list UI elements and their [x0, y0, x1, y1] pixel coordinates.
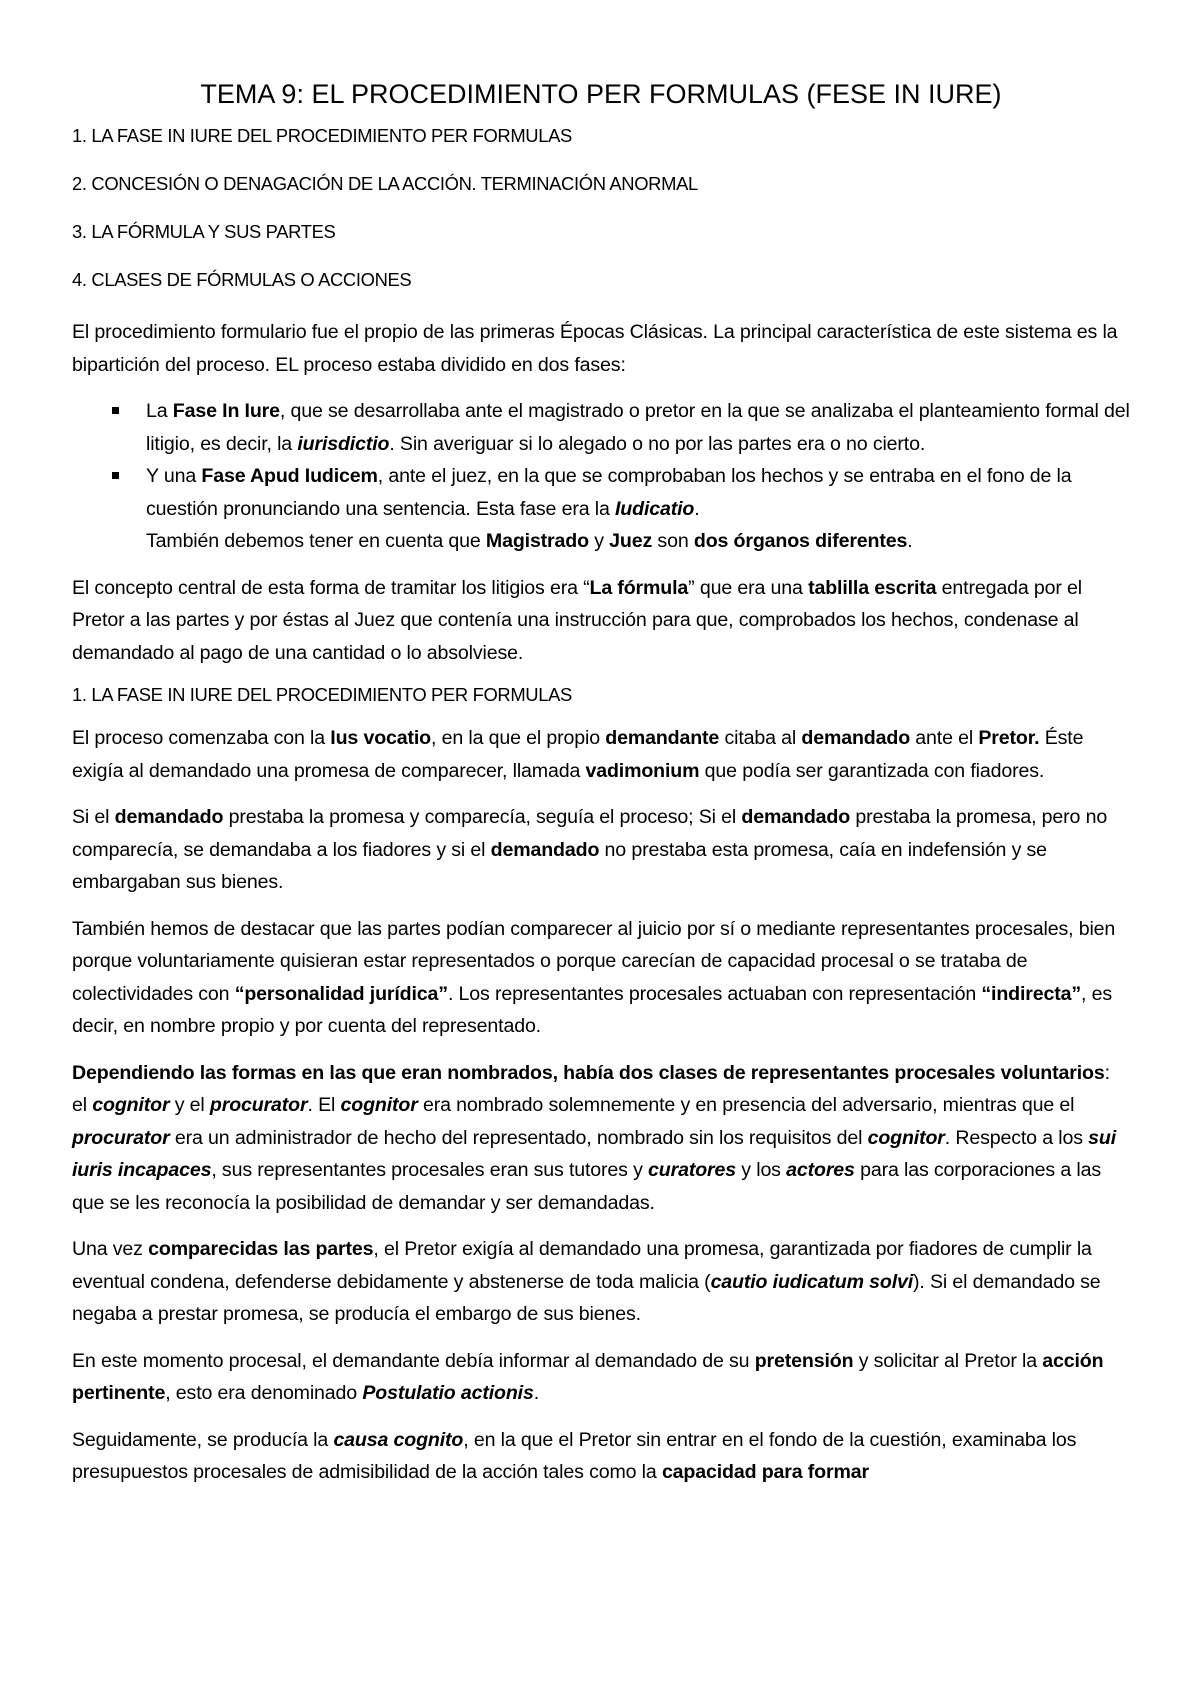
- paragraph: [72, 1345, 1130, 1410]
- text-run: , sus representantes procesales eran sus tutores y: [211, 1159, 649, 1181]
- bold-italic-text: cognitor: [867, 1126, 945, 1149]
- bold-text: capacidad para formar: [661, 1461, 869, 1483]
- text-run: Seguidamente, se producía la: [72, 1428, 334, 1451]
- text-run: Éste exigía al demandado una promesa de comparecer, llamada: [72, 727, 1084, 782]
- text-run: ). Si el demandado se negaba a prestar promesa, se producía el embargo de sus bienes.: [72, 1270, 1101, 1325]
- bold-text: demandado: [741, 806, 851, 828]
- list-item: [146, 395, 1130, 460]
- text-run: y el: [169, 1094, 210, 1116]
- bold-text: dos órganos diferentes: [693, 530, 908, 552]
- text-run: El concepto central de esta forma de tramitar los litigios era “: [72, 576, 590, 599]
- document-title: TEMA 9: EL PROCEDIMIENTO PER FORMULAS (FESE IN IURE): [200, 79, 1002, 109]
- bold-italic-text: sui iuris incapaces: [72, 1126, 1117, 1181]
- text-run: citaba al: [719, 727, 802, 749]
- text-run: era un administrador de hecho del representado, nombrado sin los requisitos del: [169, 1126, 868, 1149]
- text-run: , ante el juez, en la que se comprobaban los hechos y se entraba en el fono de la cuestión pronunciando una sentencia. Esta fase era la: [146, 465, 1072, 520]
- text-run: , esto era denominado: [165, 1382, 363, 1404]
- section-heading: 1. LA FASE IN IURE DEL PROCEDIMIENTO PER FORMULAS: [72, 684, 572, 705]
- bold-italic-text: curatores: [648, 1159, 736, 1181]
- bold-text: “indirecta”: [981, 982, 1081, 1005]
- toc-item: 2. CONCESIÓN O DENAGACIÓN DE LA ACCIÓN. TERMINACIÓN ANORMAL: [72, 173, 698, 194]
- bold-text: Fase In Iure: [172, 400, 280, 422]
- bold-italic-text: procurator: [72, 1126, 170, 1149]
- bold-text: Fase Apud Iudicem: [201, 465, 378, 487]
- text-run: .: [694, 497, 700, 520]
- text-run: entregada por el Pretor a las partes y por éstas al Juez que contenía una instrucción para que, comprobados los hechos, condenase al demandado al pago de una cantidad o lo absolviese.: [72, 576, 1082, 664]
- paragraph: [72, 1057, 1130, 1220]
- bold-italic-text: Iudicatio: [615, 497, 695, 520]
- bold-text: Dependiendo las formas en las que eran nombrados, había dos clases de representantes procesales voluntarios: [72, 1061, 1105, 1084]
- text-run: Una vez: [72, 1238, 149, 1260]
- paragraph: [72, 1233, 1130, 1331]
- text-run: En este momento procesal, el demandante debía informar al demandado de su: [72, 1349, 755, 1372]
- text-run: y los: [736, 1159, 787, 1181]
- text-run: prestaba la promesa y comparecía, seguía el proceso; Si el: [223, 806, 742, 828]
- square-bullet-icon: [112, 407, 119, 414]
- text-run: : el: [72, 1061, 1110, 1116]
- paragraph: [72, 913, 1130, 1043]
- text-run: era nombrado solemnemente y en presencia del adversario, mientras que el: [417, 1094, 1075, 1116]
- intro-paragraph: [72, 316, 1130, 381]
- bold-italic-text: iurisdictio: [297, 432, 390, 455]
- bold-text: demandado: [801, 727, 911, 749]
- bold-italic-text: procurator: [209, 1094, 308, 1116]
- bold-text: Pretor.: [978, 727, 1040, 749]
- bold-italic-text: causa cognito: [333, 1428, 464, 1451]
- text-run: ante el: [910, 727, 979, 749]
- text-run: También hemos de destacar que las partes podían comparecer al juicio por sí o mediante representantes procesales, bien porque voluntariamente quisieran estar representados o porque carecían de capacidad procesal o se trataba de colectividades con: [72, 917, 1116, 1005]
- paragraph: [72, 801, 1130, 899]
- text-run: Si el: [72, 806, 115, 828]
- bold-text: Magistrado: [485, 530, 589, 552]
- bold-text: comparecidas las partes: [148, 1238, 374, 1260]
- bold-text: demandante: [605, 727, 720, 749]
- text-run: Y una: [146, 465, 202, 487]
- text-run: son: [652, 530, 694, 552]
- bold-italic-text: actores: [786, 1159, 855, 1181]
- text-run: . El: [307, 1094, 341, 1116]
- bold-text: tablilla escrita: [808, 576, 937, 599]
- text-run: y: [588, 530, 610, 552]
- text-run: . Sin averiguar si lo alegado o no por las partes era o no cierto.: [389, 432, 926, 455]
- text-run: El proceso comenzaba con la: [72, 727, 331, 749]
- phases-list: [72, 395, 1130, 558]
- text-run: para las corporaciones a las que se les reconocía la posibilidad de demandar y ser demandadas.: [72, 1159, 1101, 1214]
- list-item: [146, 460, 1130, 558]
- text-run: .: [533, 1382, 539, 1404]
- text-run: , en la que el Pretor sin entrar en el fondo de la cuestión, examinaba los presupuestos procesales de admisibilidad de la acción tales como la: [72, 1428, 1077, 1483]
- text-run: y solicitar al Pretor la: [853, 1349, 1043, 1372]
- text-run: , que se desarrollaba ante el magistrado o pretor en la que se analizaba el planteamiento formal del litigio, es decir, la: [146, 400, 1130, 455]
- paragraph: [72, 1424, 1130, 1489]
- bold-text: pretensión: [754, 1349, 854, 1372]
- text-run: ” que era una: [688, 576, 809, 599]
- text-run: , es decir, en nombre propio y por cuenta del representado.: [72, 982, 1112, 1037]
- bold-italic-text: Postulatio actionis: [362, 1382, 534, 1404]
- text-run: .: [907, 530, 913, 552]
- text-run: no prestaba esta promesa, caía en indefensión y se embargaban sus bienes.: [72, 838, 1047, 893]
- bold-text: “personalidad jurídica”: [234, 982, 448, 1005]
- text-run: , el Pretor exigía al demandado una promesa, garantizada por fiadores de cumplir la eventual condena, defenderse debidamente y abstenerse de toda malicia (: [72, 1238, 1092, 1293]
- toc-item: 4. CLASES DE FÓRMULAS O ACCIONES: [72, 269, 412, 290]
- text-run: que podía ser garantizada con fiadores.: [699, 759, 1045, 782]
- bold-text: demandado: [490, 838, 600, 861]
- text-run: También debemos tener en cuenta que: [146, 530, 486, 552]
- text-run: . Respecto a los: [944, 1126, 1089, 1149]
- table-of-contents: [72, 124, 1130, 292]
- bold-text: La fórmula: [589, 576, 689, 599]
- text-run: , en la que el propio: [431, 727, 606, 749]
- concept-paragraph: [72, 572, 1130, 670]
- bold-text: Juez: [609, 530, 653, 552]
- bold-italic-text: cognitor: [92, 1094, 170, 1116]
- toc-item: 1. LA FASE IN IURE DEL PROCEDIMIENTO PER FORMULAS: [72, 125, 572, 146]
- text-run: prestaba la promesa, pero no comparecía, se demandaba a los fiadores y si el: [72, 806, 1108, 861]
- text-run: El procedimiento formulario fue el propio de las primeras Épocas Clásicas. La principal característica de este sistema es la bipartición del proceso. EL proceso estaba dividido en dos fases:: [72, 321, 1118, 376]
- bold-italic-text: cognitor: [340, 1094, 418, 1116]
- square-bullet-icon: [112, 472, 119, 479]
- bold-italic-text: cautio iudicatum solvi: [710, 1270, 914, 1293]
- bold-text: demandado: [114, 806, 224, 828]
- text-run: . Los representantes procesales actuaban con representación: [447, 982, 982, 1005]
- bold-text: Ius vocatio: [330, 727, 431, 749]
- bold-text: acción pertinente: [72, 1349, 1104, 1404]
- bold-text: vadimonium: [585, 759, 700, 782]
- paragraph: [72, 722, 1130, 787]
- text-run: La: [146, 400, 173, 422]
- toc-item: 3. LA FÓRMULA Y SUS PARTES: [72, 221, 336, 242]
